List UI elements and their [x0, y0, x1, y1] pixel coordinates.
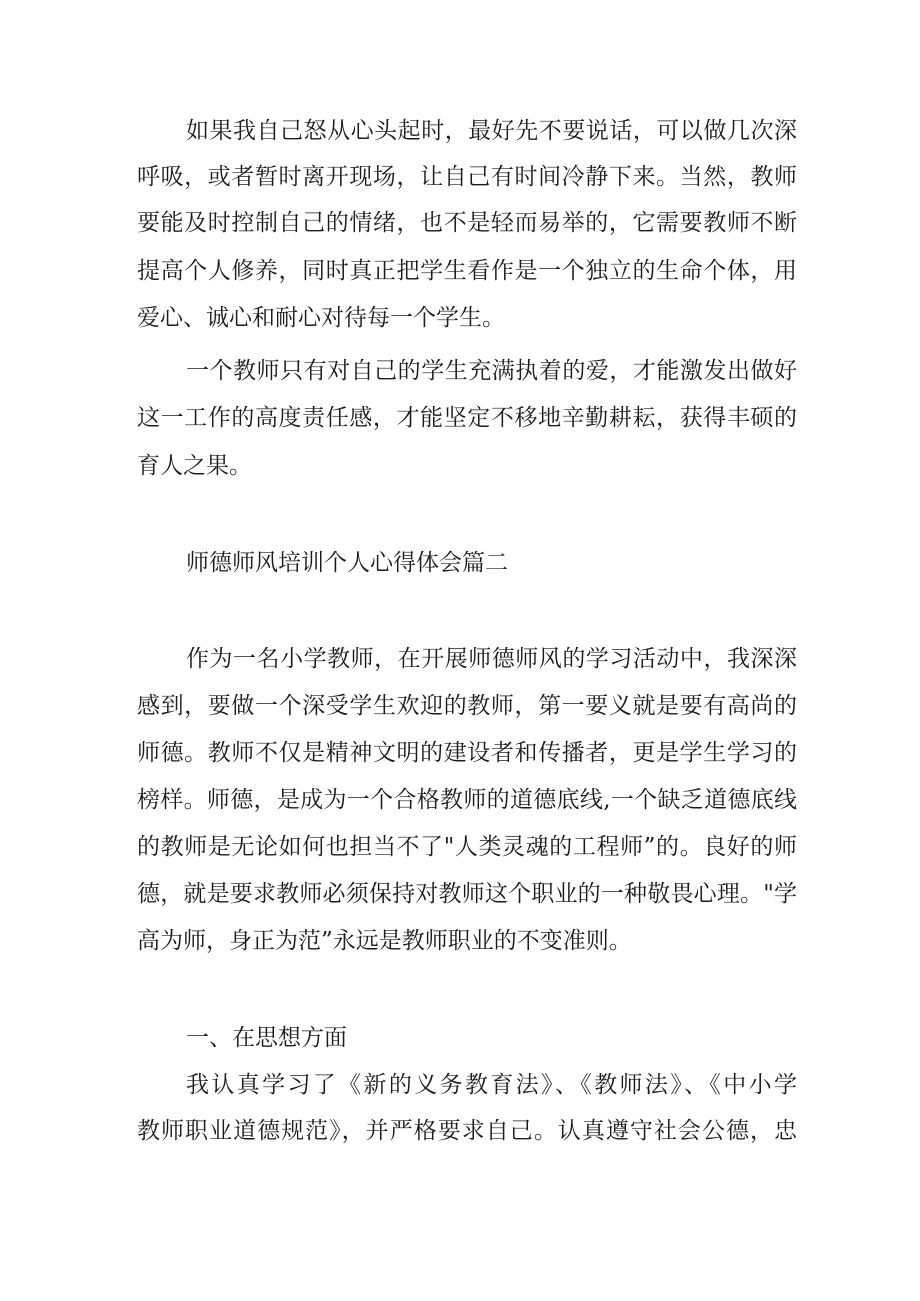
paragraph-1-line-2: 呼吸，或者暂时离开现场，让自己有时间冷静下来。当然，教师: [137, 164, 797, 190]
paragraph-3-line-1: 作为一名小学教师，在开展师德师风的学习活动中，我深深: [186, 646, 797, 672]
paragraph-1-line-1: 如果我自己怒从心头起时，最好先不要说话，可以做几次深: [186, 118, 797, 144]
paragraph-3-line-4: 榜样。师德，是成为一个合格教师的道德底线,一个缺乏道德底线: [137, 787, 797, 813]
paragraph-3-line-6: 德，就是要求教师必须保持对教师这个职业的一种敬畏心理。"学: [137, 881, 797, 907]
paragraph-1-line-4: 提高个人修养，同时真正把学生看作是一个独立的生命个体，用: [137, 258, 797, 284]
paragraph-2-line-1: 一个教师只有对自己的学生充满执着的爱，才能激发出做好: [186, 358, 797, 384]
paragraph-3-line-3: 师德。教师不仅是精神文明的建设者和传播者，更是学生学习的: [137, 740, 797, 766]
paragraph-2-line-2: 这一工作的高度责任感，才能坚定不移地辛勤耕耘，获得丰硕的: [137, 405, 797, 431]
paragraph-4-line-1: 我认真学习了《新的义务教育法》、《教师法》、《中小学: [186, 1072, 797, 1098]
paragraph-1-line-3: 要能及时控制自己的情绪，也不是轻而易举的，它需要教师不断: [137, 210, 797, 236]
paragraph-3-line-2: 感到，要做一个深受学生欢迎的教师，第一要义就是要有高尚的: [137, 693, 797, 719]
paragraph-2-line-3: 育人之果。: [137, 453, 252, 479]
section-title: 师德师风培训个人心得体会篇二: [186, 550, 508, 576]
paragraph-3-line-7: 高为师，身正为范”永远是教师职业的不变准则。: [137, 928, 632, 954]
paragraph-3-line-5: 的教师是无论如何也担当不了"人类灵魂的工程师”的。良好的师: [137, 834, 797, 860]
paragraph-1-line-5: 爱心、诚心和耐心对待每一个学生。: [137, 305, 505, 331]
paragraph-4-line-2: 教师职业道德规范》，并严格要求自己。认真遵守社会公德，忠: [137, 1118, 797, 1144]
sub-heading: 一、在思想方面: [186, 1025, 347, 1051]
